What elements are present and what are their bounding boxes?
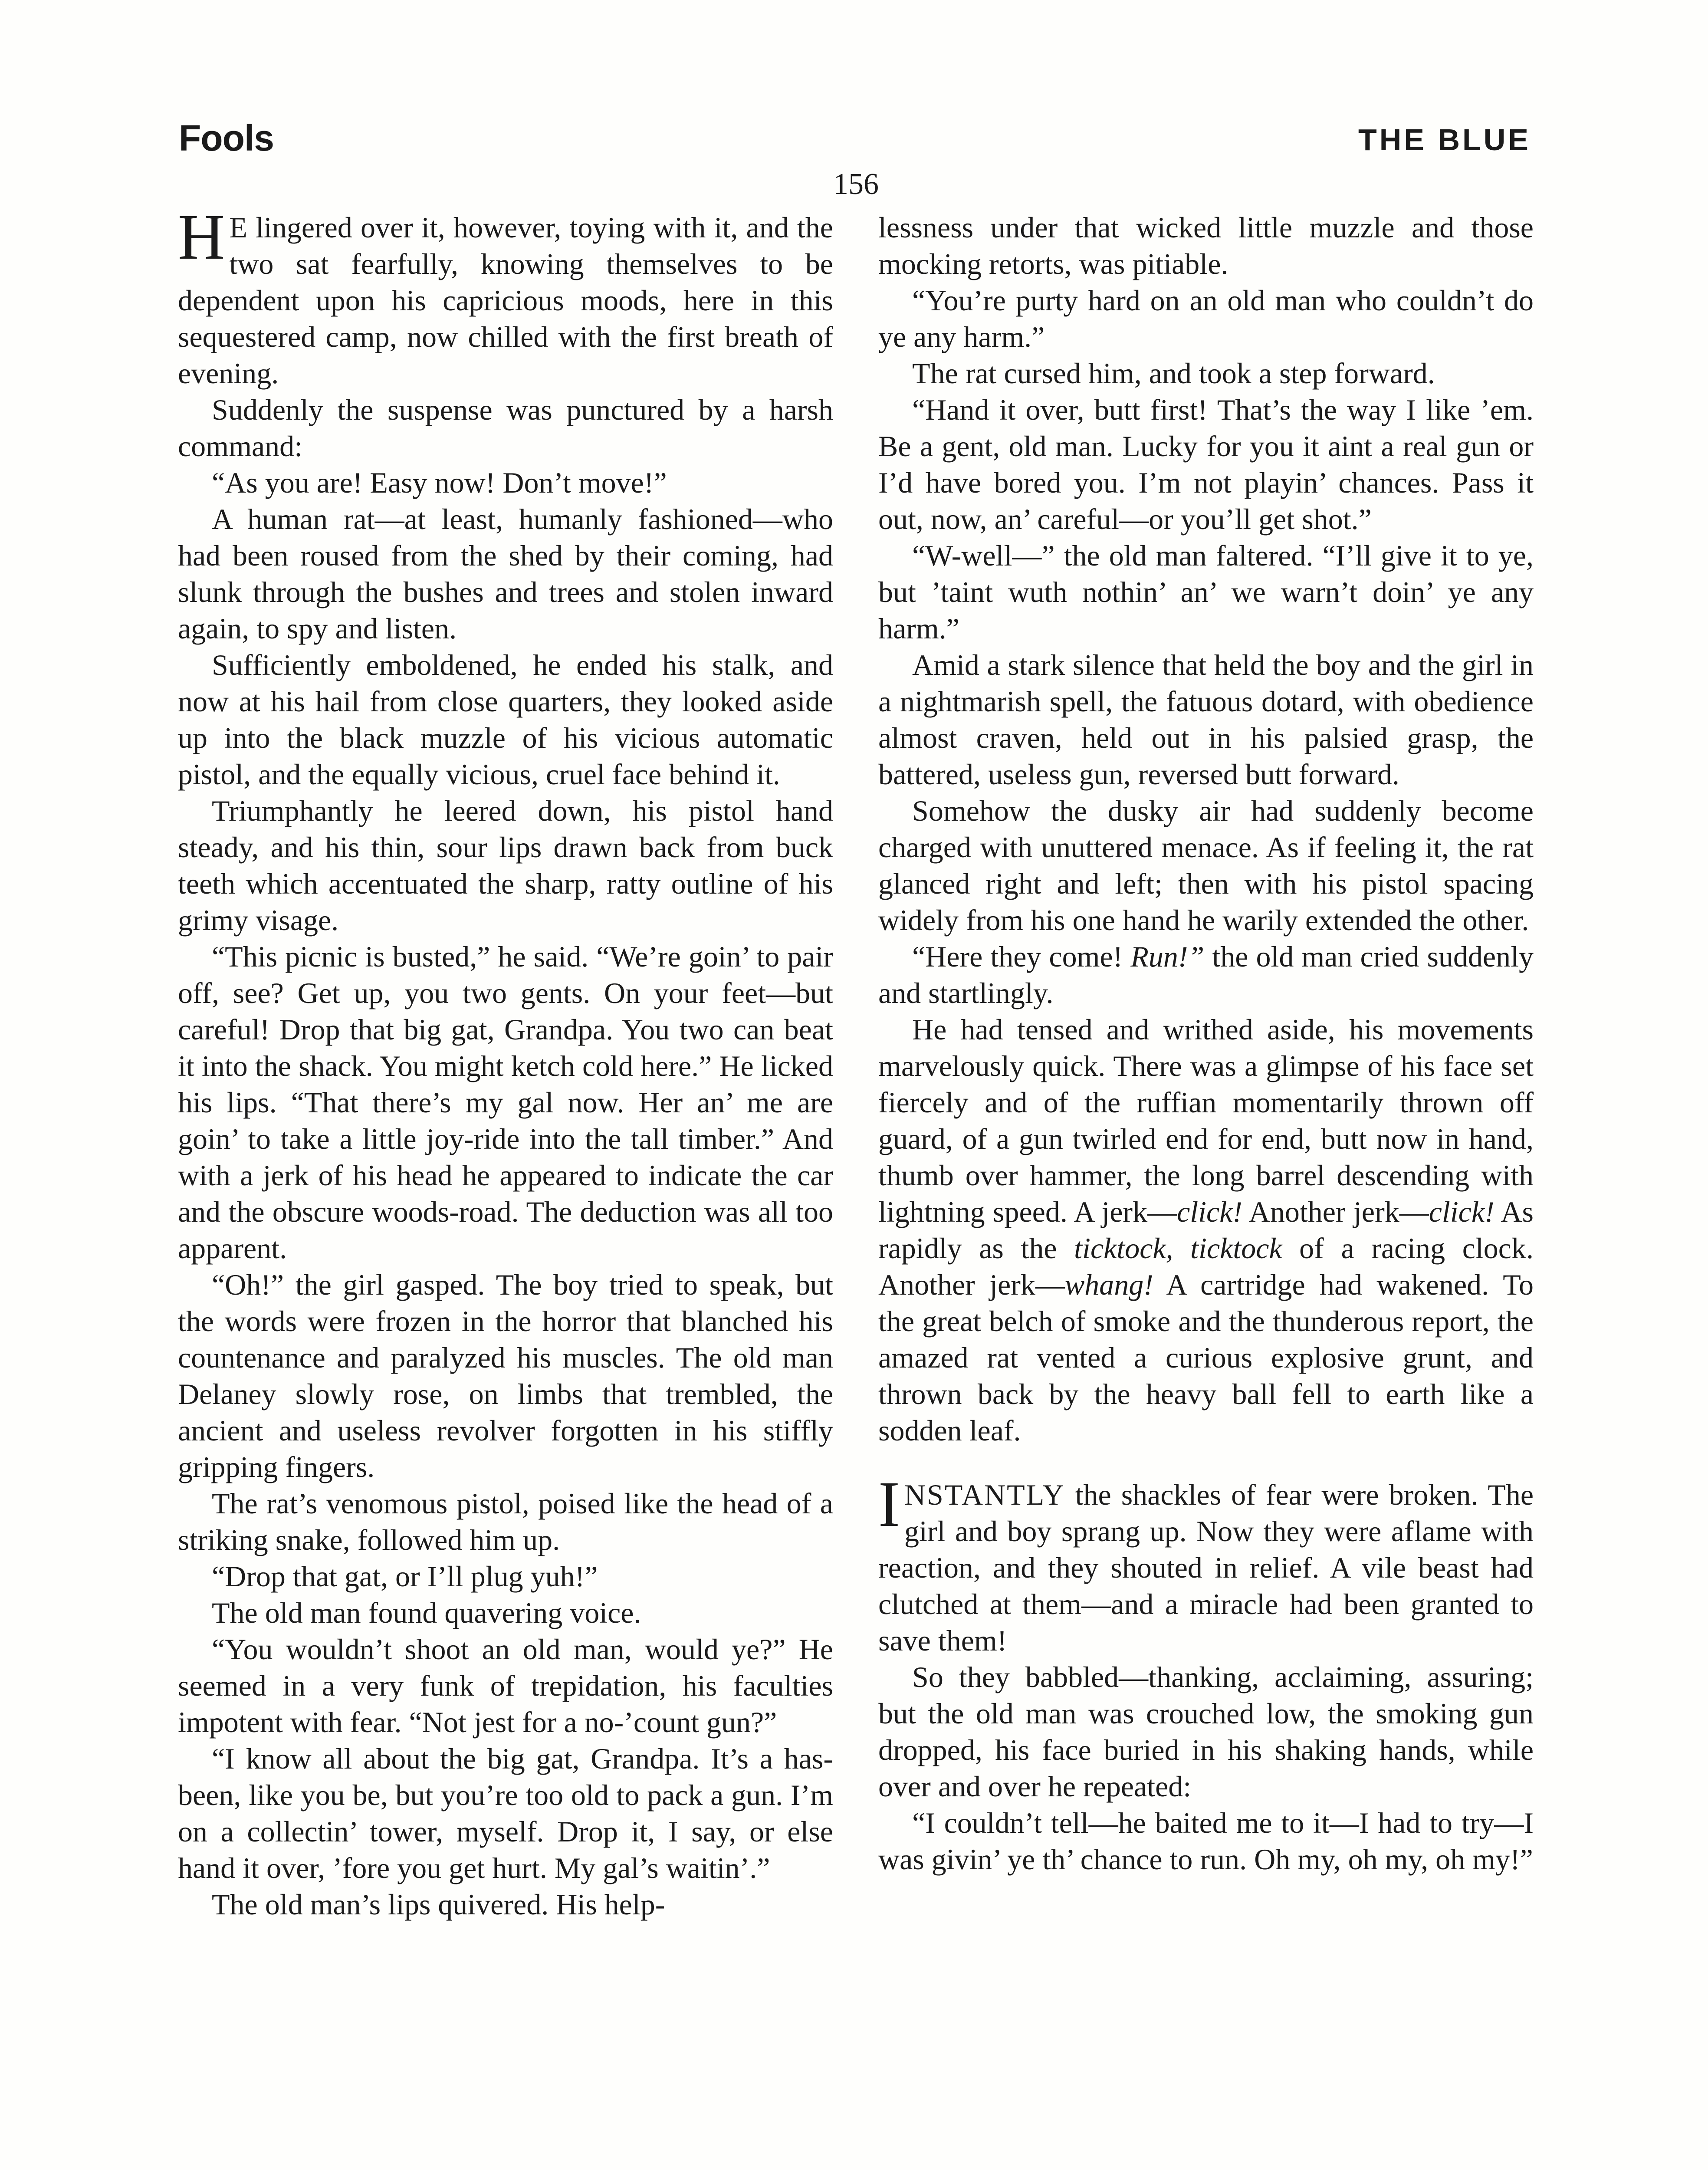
paragraph: “As you are! Easy now! Don’t move!” xyxy=(212,466,667,499)
paragraph: He had tensed and writhed aside, his movements marvelously quick. There was a glimpse of his face set fiercely and of the ruffian momentarily thrown off guard, of a gun twirled end for end, butt now in hand, thumb over hammer, the long barrel descending with lightning speed. A jerk—click! Another jerk—click! As rapidly as the ticktock, ticktock of a racing clock. Another jerk—whang! A cartridge had wakened. To the great belch of smoke and the thunderous report, the amazed rat vented a curious explosive grunt, and thrown back by the heavy ball fell to earth like a sodden leaf. xyxy=(878,1013,1534,1447)
paragraph: “You’re purty hard on an old man who couldn’t do ye any harm.” xyxy=(878,284,1534,353)
emphasis: Run!” xyxy=(1130,940,1205,973)
paragraph: Triumphantly he leered down, his pistol hand steady, and his thin, sour lips drawn back from buck teeth which accentuated the sharp, ratty outline of his grimy visage. xyxy=(178,794,833,937)
paragraph: Sufficiently emboldened, he ended his stalk, and now at his hail from close quarters, they looked aside up into the black muzzle of his vicious automatic pistol, and the equally vicious, cruel face behind it. xyxy=(178,648,833,791)
paragraph: “You wouldn’t shoot an old man, would ye?” He seemed in a very funk of trepidation, his faculties impotent with fear. “Not jest for a no-’count gun?” xyxy=(178,1633,833,1739)
paragraph: Somehow the dusky air had suddenly become charged with unuttered menace. As if feeling it, the rat glanced right and left; then with his pistol spacing widely from his one hand he warily extended the other. xyxy=(878,794,1534,937)
paragraph: “Drop that gat, or I’ll plug yuh!” xyxy=(212,1560,598,1593)
paragraph: INSTANTLY the shackles of fear were broken. The girl and boy sprang up. Now they were aflame with reaction, and they shouted in relief. A vile beast had clutched at them—and a miracle had been granted to save them! xyxy=(878,1468,1534,1657)
emphasis: ticktock, ticktock xyxy=(1074,1232,1282,1265)
story-title-header: Fools xyxy=(179,118,274,158)
emphasis: click! xyxy=(1177,1195,1243,1228)
paragraph: The rat’s venomous pistol, poised like the head of a striking snake, followed him up. xyxy=(178,1487,833,1556)
emphasis: click! xyxy=(1429,1195,1494,1228)
paragraph: “Hand it over, butt first! That’s the way I like ’em. Be a gent, old man. Lucky for you it aint a real gun or I’d have bored you. I’m not playin’ chances. Pass it out, now, an’ careful—or you’ll get shot.” xyxy=(878,393,1534,536)
drop-cap: H xyxy=(178,201,225,273)
paragraph: H E lingered over it, however, toying with it, and the two sat fearfully, knowing themselves to be dependent upon his capricious moods, here in this sequestered camp, now chilled with the first breath of evening. xyxy=(178,201,833,390)
paragraph: Amid a stark silence that held the boy and the girl in a nightmarish spell, the fatuous dotard, with obedience almost craven, held out in his palsied grasp, the battered, useless gun, reversed butt forward. xyxy=(878,648,1534,791)
paragraph: Suddenly the suspense was punctured by a harsh command: xyxy=(178,393,833,463)
right-column xyxy=(878,209,1534,1877)
paragraph: “Here they come! Run!” the old man cried suddenly and startlingly. xyxy=(878,940,1534,1009)
paragraph: lessness under that wicked little muzzle and those mocking retorts, was pitiable. xyxy=(878,211,1534,280)
paragraph: A human rat—at least, humanly fashioned—who had been roused from the shed by their coming, had slunk through the bushes and trees and stolen inward again, to spy and listen. xyxy=(178,503,833,645)
paragraph: “I couldn’t tell—he baited me to it—I had to try—I was givin’ ye th’ chance to run. Oh my, oh my, oh my!” xyxy=(878,1806,1534,1876)
paragraph: “W-well—” the old man faltered. “I’ll give it to ye, but ’taint wuth nothin’ an’ we warn’t doin’ ye any harm.” xyxy=(878,539,1534,645)
page-number: 156 xyxy=(833,168,879,201)
paragraph: “Oh!” the girl gasped. The boy tried to speak, but the words were frozen in the horror that blanched his countenance and paralyzed his muscles. The old man Delaney slowly rose, on limbs that trembled, the ancient and useless revolver forgotten in his stiffly gripping fingers. xyxy=(178,1268,833,1483)
paragraph: “I know all about the big gat, Grandpa. It’s a has-been, like you be, but you’re too old to pack a gun. I’m on a collectin’ tower, myself. Drop it, I say, or else hand it over, ’fore you get hurt. My gal’s waitin’.” xyxy=(178,1742,833,1884)
magazine-name-header: THE BLUE xyxy=(1358,123,1531,157)
paragraph: The rat cursed him, and took a step forward. xyxy=(912,357,1435,390)
emphasis: whang! xyxy=(1064,1268,1153,1301)
paragraph: “This picnic is busted,” he said. “We’re goin’ to pair off, see? Get up, you two gents. On your feet—but careful! Drop that big gat, Grandpa. You two can beat it into the shack. You might ketch cold here.” He licked his lips. “That there’s my gal now. Her an’ me are goin’ to take a little joy-ride into the tall timber.” And with a jerk of his head he appeared to indicate the car and the obscure woods-road. The deduction was all too apparent. xyxy=(178,940,833,1265)
drop-cap: I xyxy=(878,1468,900,1540)
paragraph: The old man found quavering voice. xyxy=(212,1596,641,1629)
paragraph: The old man’s lips quivered. His help- xyxy=(212,1888,665,1921)
paragraph: So they babbled—thanking, acclaiming, assuring; but the old man was crouched low, the smoking gun dropped, his face buried in his shaking hands, while over and over he repeated: xyxy=(878,1660,1534,1803)
left-column xyxy=(178,201,833,1923)
